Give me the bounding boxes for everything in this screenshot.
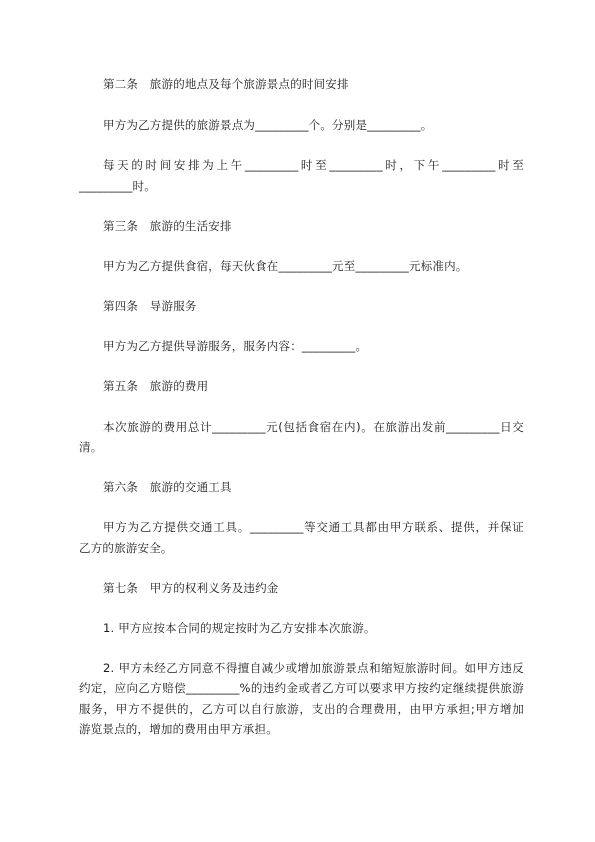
paragraph-line: 服务，甲方不提供的，乙方可以自行旅游，支出的合理费用，由甲方承担;甲方增加	[79, 702, 524, 716]
paragraph-line: 甲方为乙方提供交通工具。_________等交通工具都由甲方联系、提供，并保证	[103, 520, 524, 534]
heading-article-2: 第二条 旅游的地点及每个旅游景点的时间安排	[103, 77, 349, 91]
paragraph-line: 游览景点的，增加的费用由甲方承担。	[79, 722, 278, 736]
heading-article-6: 第六条 旅游的交通工具	[103, 480, 232, 494]
heading-article-3: 第三条 旅游的生活安排	[103, 219, 232, 233]
heading-article-5: 第五条 旅游的费用	[103, 379, 209, 393]
paragraph-line: 本次旅游的费用总计_________元(包括食宿在内)。在旅游出发前_________日交	[103, 420, 524, 434]
paragraph-line: 甲方为乙方提供食宿，每天伙食在_________元至_________元标准内。	[103, 259, 468, 273]
paragraph-line: 甲方为乙方提供导游服务，服务内容：_________。	[103, 339, 368, 353]
paragraph-line: 甲方为乙方提供的旅游景点为_________个。分别是_________。	[103, 118, 433, 132]
paragraph-line: _________时。	[79, 179, 156, 193]
heading-article-7: 第七条 甲方的权利义务及违约金	[103, 581, 279, 595]
paragraph-line: 每天的时间安排为上午_________时至_________时，下午_________时至	[103, 158, 524, 172]
heading-article-4: 第四条 导游服务	[103, 299, 197, 313]
paragraph-line: 乙方的旅游安全。	[79, 541, 173, 555]
paragraph-line: 清。	[79, 440, 103, 454]
paragraph-line: 1. 甲方应按本合同的规定按时为乙方安排本次旅游。	[103, 621, 376, 635]
paragraph-line: 2. 甲方未经乙方同意不得擅自减少或增加旅游景点和缩短旅游时间。如甲方违反	[103, 661, 524, 675]
paragraph-line: 约定，应向乙方赔偿_________%的违约金或者乙方可以要求甲方按约定继续提供旅游	[79, 681, 524, 695]
